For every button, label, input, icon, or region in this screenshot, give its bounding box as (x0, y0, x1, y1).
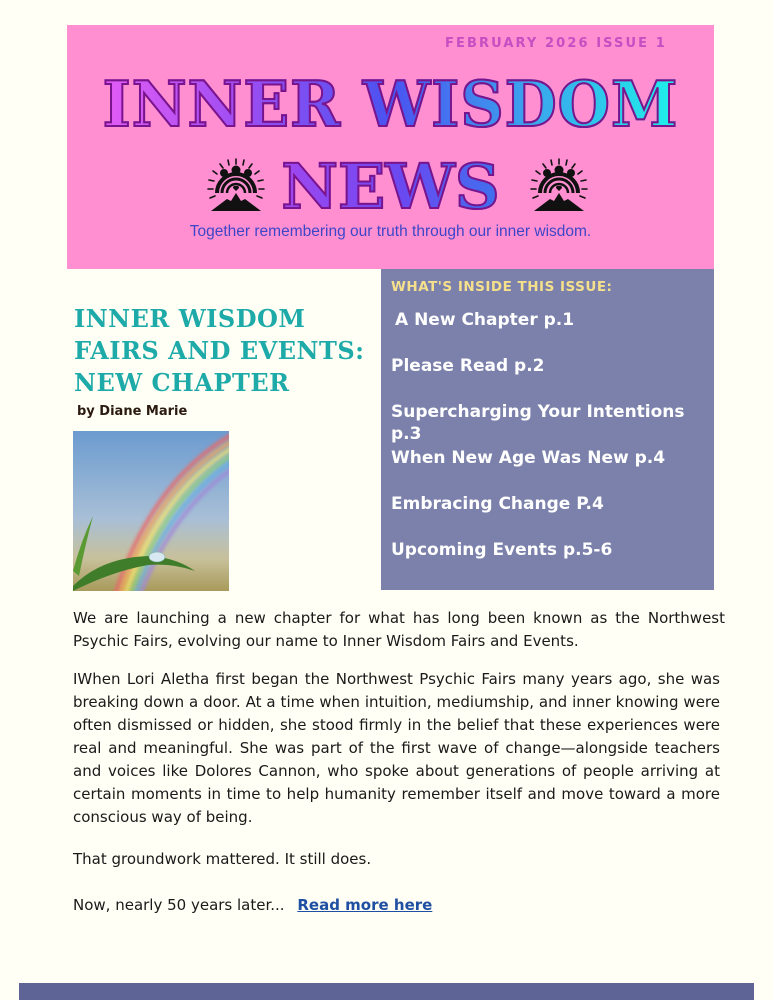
toc-item-embracing-change[interactable]: Embracing Change P.4 (391, 494, 604, 514)
toc-heading: WHAT'S INSIDE THIS ISSUE: (391, 279, 613, 295)
article-paragraph: IWhen Lori Aletha first began the Northwest Psychic Fairs many years ago, she was breaking down a door. At a time when intuition, mediumship, and inner knowing were often dismissed or hidden, she stood firmly in the belief that these experiences were real and meaningful. She was part of the first wave of change—alongside teachers and voices like Dolores Cannon, who spoke about generations of people arriving at certain moments in time to help humanity remember itself and move toward a more conscious way of being. (73, 670, 720, 826)
sunburst-emblem-icon (528, 157, 590, 219)
article-paragraph: That groundwork mattered. It still does. (73, 850, 372, 868)
article-byline: by Diane Marie (77, 404, 188, 419)
tagline: Together remembering our truth through our inner wisdom. (189, 223, 592, 240)
teaser-text: Now, nearly 50 years later... (73, 896, 285, 914)
masthead-title-line1: INNER WISDOM (102, 68, 679, 142)
rainbow-photo-icon (73, 431, 229, 591)
toc-item-supercharging-intentions[interactable]: Supercharging Your Intentions p.3 (391, 402, 685, 444)
rainbow-image (73, 431, 229, 591)
toc-item-please-read[interactable]: Please Read p.2 (391, 356, 545, 376)
issue-date-line: FEBRUARY 2026 ISSUE 1 (445, 36, 667, 51)
toc-item-upcoming-events[interactable]: Upcoming Events p.5-6 (391, 540, 613, 560)
masthead-title-line2: NEWS (281, 150, 500, 223)
article-paragraph: We are launching a new chapter for what has long been known as the Northwest Psychic Fairs, evolving our name to Inner Wisdom Fairs and Events. (73, 609, 725, 650)
article-title: INNER WISDOM FAIRS AND EVENTS: NEW CHAPTER (74, 304, 365, 397)
toc-item-new-age[interactable]: When New Age Was New p.4 (391, 448, 666, 468)
article-teaser (73, 894, 725, 917)
toc-item-new-chapter[interactable]: A New Chapter p.1 (395, 310, 575, 330)
table-of-contents (381, 269, 714, 590)
read-more-link[interactable]: Read more here (297, 896, 433, 914)
footer-bar (19, 983, 754, 1000)
newsletter-header (67, 25, 714, 269)
